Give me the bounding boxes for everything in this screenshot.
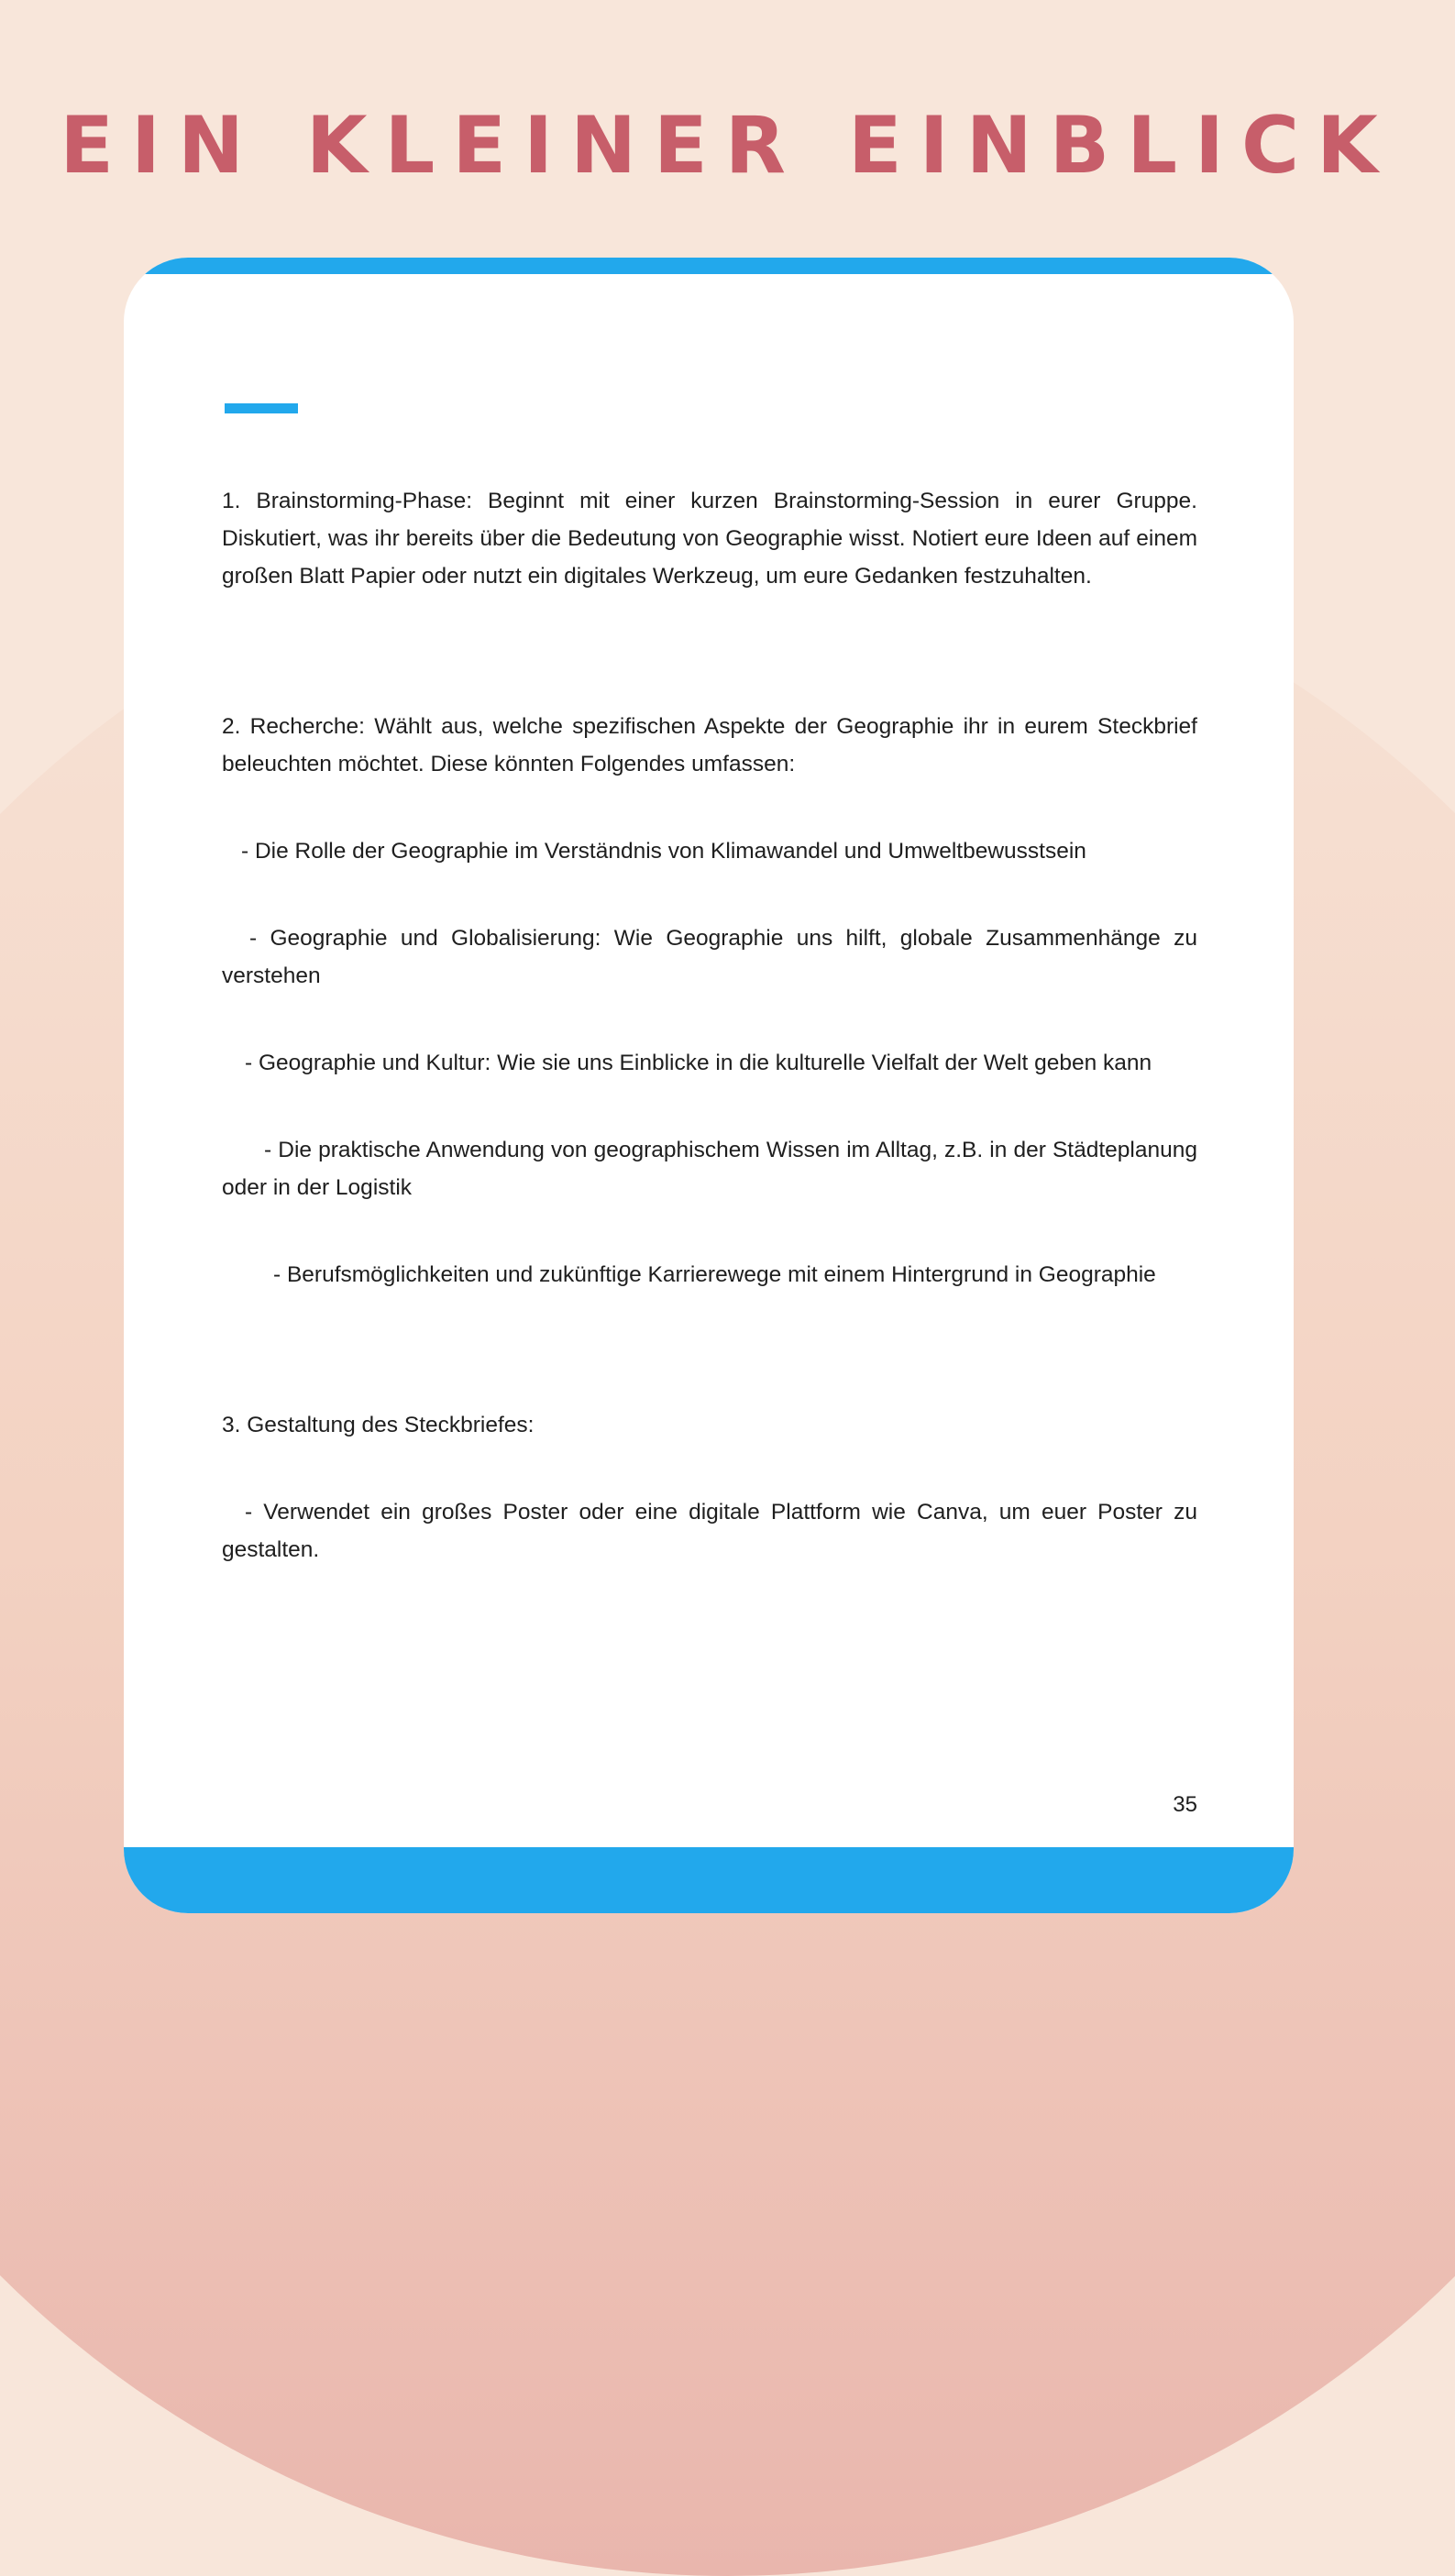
page-title: EIN KLEINER EINBLICK — [60, 100, 1395, 192]
paragraph-recherche: 2. Recherche: Wählt aus, welche spezifischen Aspekte der Geographie ihr in eurem Steckbrief beleuchten möchtet. Diese könnten Folgendes umfassen: — [222, 714, 1197, 776]
content-card — [124, 258, 1294, 1913]
card-bottom-bar — [124, 1847, 1294, 1913]
bullet-anwendung: - Die praktische Anwendung von geographischem Wissen im Alltag, z.B. in der Städteplanung oder in der Logistik — [222, 1138, 1197, 1200]
card-body — [222, 482, 1197, 1569]
bullet-berufe: - Berufsmöglichkeiten und zukünftige Karrierewege mit einem Hintergrund in Geographie — [273, 1262, 1156, 1287]
bullet-globalisierung: - Geographie und Globalisierung: Wie Geographie uns hilft, globale Zusammenhänge zu verstehen — [222, 926, 1197, 988]
bullet-kultur: - Geographie und Kultur: Wie sie uns Einblicke in die kulturelle Vielfalt der Welt geben kann — [245, 1051, 1152, 1075]
card-top-bar — [124, 258, 1294, 274]
page-number: 35 — [1173, 1792, 1197, 1817]
accent-dash — [225, 403, 298, 413]
bullet-klimawandel: - Die Rolle der Geographie im Verständnis von Klimawandel und Umweltbewusstsein — [241, 839, 1086, 864]
bullet-poster: - Verwendet ein großes Poster oder eine digitale Plattform wie Canva, um euer Poster zu gestalten. — [222, 1500, 1197, 1562]
paragraph-brainstorming: 1. Brainstorming-Phase: Beginnt mit einer kurzen Brainstorming-Session in eurer Gruppe. Diskutiert, was ihr bereits über die Bedeutung von Geographie wisst. Notiert eure Ideen auf einem großen Blatt Papier oder nutzt ein digitales Werkzeug, um eure Gedanken festzuhalten. — [222, 489, 1197, 589]
paragraph-gestaltung: 3. Gestaltung des Steckbriefes: — [222, 1413, 535, 1437]
